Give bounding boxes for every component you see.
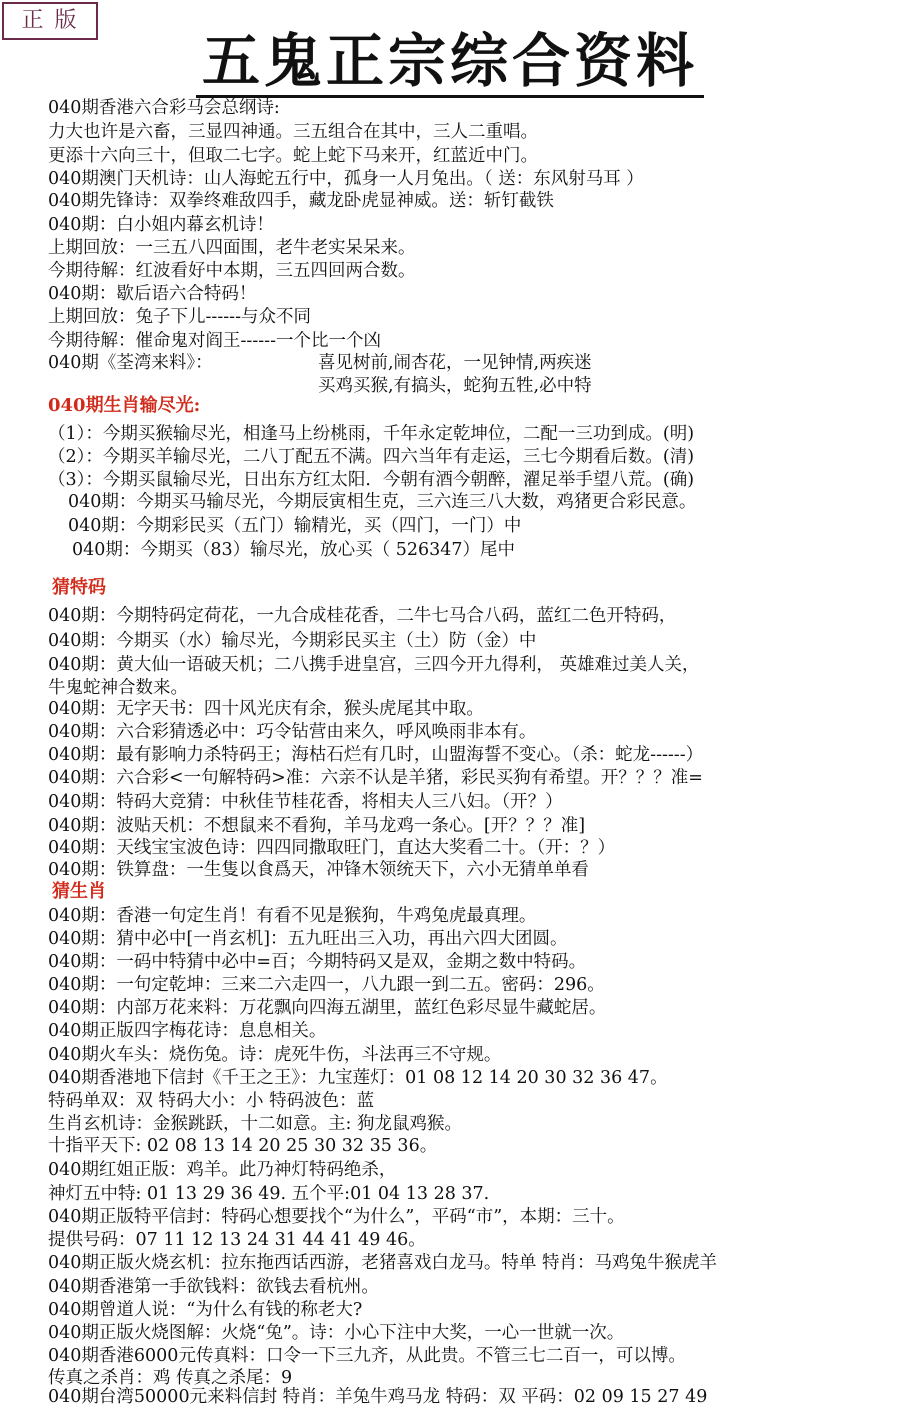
text-line: 040期正版四字梅花诗：息息相关。 [48,1021,327,1041]
text-line: 特码单双：双 特码大小：小 特码波色：蓝 [48,1091,375,1111]
text-line: 040期：今期买马输尽光，今期辰寅相生克，三六连三八大数，鸡猪更合彩民意。 [68,492,697,512]
text-line: 040期：今期特码定荷花，一九合成桂花香，二牛七马合八码，蓝红二色开特码， [48,606,677,626]
text-line: 买鸡买猴,有搞头，蛇狗五牲,必中特 [318,376,592,396]
text-line: 牛鬼蛇神合数来。 [48,678,188,698]
text-line: 040期：天线宝宝波色诗：四四同撒取旺门，直达大奖看二十。（开：？） [48,838,616,858]
text-line: 040期：猜中必中[一肖玄机]：五九旺出三入功，再出六四大团圆。 [48,929,568,949]
section-heading-zodiac-lose: 040期生肖输尽光: [48,395,201,416]
text-line: 040期：今期买（83）输尽光，放心买（ 526347）尾中 [72,540,516,560]
text-line: 040期香港第一手欲钱料：欲钱去看杭州。 [48,1277,379,1297]
text-line: 040期：歇后语六合特码！ [48,284,257,304]
text-line: 040期《荃湾来料》： [48,353,213,373]
page-title-text: 五鬼正宗综合资料 [196,27,704,98]
text-line: 040期：今期彩民买（五门）输精光，买（四门，一门）中 [68,516,522,536]
text-line: 提供号码：07 11 12 13 24 31 44 41 49 46。 [48,1230,426,1250]
text-line: 040期：铁算盘：一生隻以食爲天，冲锋木领统天下，六小无猜单单看 [48,860,589,880]
genuine-badge: 正 版 [2,2,98,40]
text-line: （1）：今期买猴输尽光，相逢马上纷桃雨，千年永定乾坤位，二配一三功到成。(明) [48,424,695,444]
text-line: 040期：六合彩猜透必中：巧令钻营由来久，呼风唤雨非本有。 [48,722,537,742]
text-line: 力大也许是六畜，三显四神通。三五组合在其中，三人二重唱。 [48,122,538,142]
text-line: 传真之杀肖：鸡 传真之杀尾：9 [48,1368,293,1388]
text-line: 上期回放：一三五八四面围，老牛老实呆呆来。 [48,238,416,258]
text-line: 040期香港地下信封《千王之王》：九宝莲灯：01 08 12 14 20 30 32 36 47。 [48,1068,668,1088]
text-line: 040期：一码中特猜中必中=百；今期特码又是双，金期之数中特码。 [48,952,587,972]
text-line: 040期：内部万花来料：万花飘向四海五湖里，蓝红色彩尽显牛藏蛇居。 [48,998,607,1018]
text-line: 040期澳门天机诗：山人海蛇五行中，孤身一人月兔出。（ 送：东风射马耳 ） [48,169,644,189]
text-line: 040期正版火烧图解：火烧“兔”。诗：小心下注中大奖，一心一世就一次。 [48,1323,625,1343]
text-line: 040期：黄大仙一语破天机；二八携手进皇宫，三四今开九得利， 英雄难过美人关， [48,655,700,675]
text-line: 更添十六向三十，但取二七字。蛇上蛇下马来开，红蓝近中门。 [48,146,538,166]
text-line: 040期台湾50000元来料信封 特肖：羊兔牛鸡马龙 特码：双 平码：02 09 15 27 49 [48,1387,708,1407]
text-line: 040期正版特平信封：特码心想要找个“为什么”，平码“市”，本期：三十。 [48,1207,625,1227]
text-line: 十指平天下: 02 08 13 14 20 25 30 32 35 36。 [48,1136,438,1156]
text-line: 上期回放：兔子下儿------与众不同 [48,307,311,327]
text-line: 040期香港六合彩马会总纲诗: [48,98,280,118]
text-line: （3）：今期买鼠输尽光，日出东方红太阳．今朝有酒今朝醉，濯足举手望八荒。(确) [48,470,695,490]
text-line: 040期正版火烧玄机：拉东拖西话西游，老猪喜戏白龙马。特单 特肖：马鸡兔牛猴虎羊 [48,1253,717,1273]
text-line: （2）：今期买羊输尽光，二八丁配五不满。四六当年有走运，三七今期看后数。(清) [48,447,695,467]
text-line: 神灯五中特: 01 13 29 36 49. 五个平:01 04 13 28 37. [48,1184,490,1204]
section-heading-guess-zodiac: 猜生肖 [52,881,106,902]
text-line: 040期先锋诗：双拳终难敌四手，藏龙卧虎显神威。送：斩钉截铁 [48,191,554,211]
text-line: 040期火车头：烧伤兔。诗：虎死牛伤，斗法再三不守规。 [48,1045,502,1065]
section-heading-guess-code: 猜特码 [52,577,106,598]
text-line: 040期：最有影响力杀特码王；海枯石烂有几时，山盟海誓不变心。（杀：蛇龙------） [48,745,704,765]
text-line: 040期红姐正版：鸡羊。此乃神灯特码绝杀， [48,1160,397,1180]
text-line: 040期：今期买（水）输尽光，今期彩民买主（土）防（金）中 [48,631,537,651]
text-line: 040期：无字天书：四十风光庆有余，猴头虎尾其中取。 [48,699,484,719]
text-line: 今期待解：红波看好中本期，三五四回两合数。 [48,261,416,281]
text-line: 040期：波贴天机：不想鼠来不看狗，羊马龙鸡一条心。[开？？？准] [48,816,586,836]
text-line: 040期：一句定乾坤：三来二六走四一，八九跟一到二五。密码：296。 [48,975,605,995]
text-line: 040期曾道人说：“为什么有钱的称老大? [48,1300,363,1320]
page-title [0,14,900,98]
text-line: 040期：香港一句定生肖！有看不见是猴狗，牛鸡兔虎最真理。 [48,906,537,926]
text-line: 040期：特码大竞猜：中秋佳节桂花香，将相夫人三八妇。（开？） [48,792,563,812]
text-line: 040期：六合彩<一句解特码>准：六亲不认是羊猪，彩民买狗有希望。开？？？准= [48,768,703,788]
text-line: 今期待解：催命鬼对阎王------一个比一个凶 [48,331,381,351]
text-line: 生肖玄机诗：金猴跳跃，十二如意。主: 狗龙鼠鸡猴。 [48,1114,462,1134]
text-line: 喜见树前,闹杏花，一见钟情,两疾迷 [318,353,592,373]
text-line: 040期香港6000元传真料：口令一下三九齐，从此贵。不管三七二百一，可以博。 [48,1346,686,1366]
text-line: 040期：白小姐内幕玄机诗！ [48,215,274,235]
